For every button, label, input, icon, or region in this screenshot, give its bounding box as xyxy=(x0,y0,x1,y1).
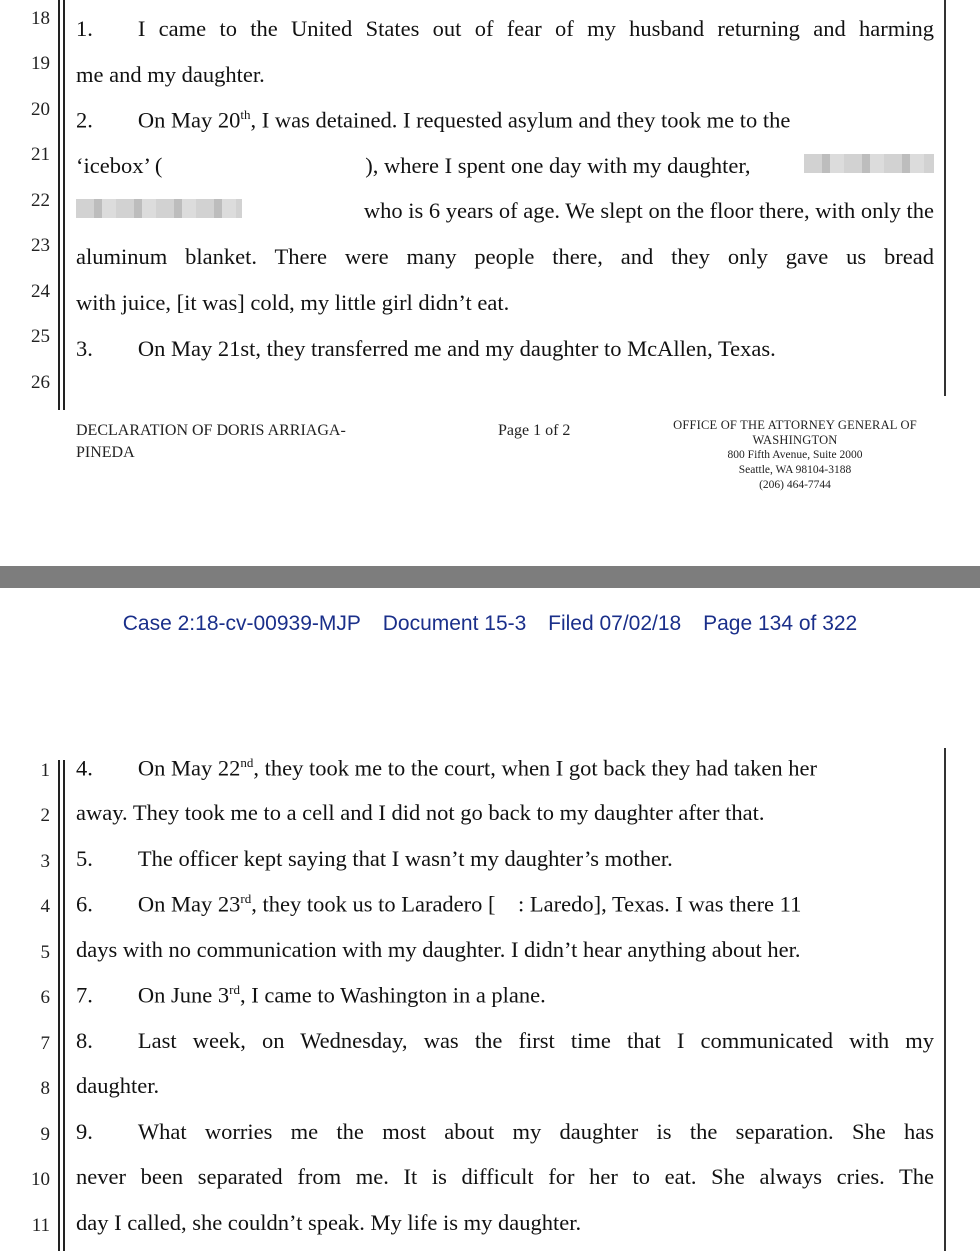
line-number: 3 xyxy=(40,851,50,872)
paragraph-5-line-1: 5. The officer kept saying that I wasn’t my daughter’s mother. xyxy=(76,846,673,871)
case-number: Case 2:18-cv-00939-MJP xyxy=(122,612,361,635)
footer-page-number: Page 1 of 2 xyxy=(498,422,571,439)
paragraph-9-line-2: never been separated from me. It is difficult for her to eat. She always cries. The xyxy=(76,1164,934,1189)
line-number: 11 xyxy=(31,1215,50,1236)
paragraph-6-line-1: 6. On May 23rd, they took us to Laradero [ : Laredo], Texas. I was there 11 xyxy=(76,891,802,917)
line-number: 7 xyxy=(40,1033,50,1054)
paragraph-1-line-2: me and my daughter. xyxy=(76,62,265,87)
line-number: 1 xyxy=(40,760,50,781)
paragraph-2-line-2: ‘icebox’ ( ), where I spent one day with my daughter, xyxy=(76,153,934,179)
line-number: 22 xyxy=(31,190,50,211)
paragraph-3-line-1: 3. On May 21st, they transferred me and my daughter to McAllen, Texas. xyxy=(76,336,776,361)
page-count: Page 134 of 322 xyxy=(703,612,858,635)
line-number: 2 xyxy=(40,805,50,826)
paragraph-9-line-1: 9. What worries me the most about my daughter is the separation. She has xyxy=(76,1119,934,1144)
line-number: 24 xyxy=(31,281,50,302)
line-number: 9 xyxy=(40,1124,50,1145)
line-number: 8 xyxy=(40,1078,50,1099)
document-number: Document 15-3 xyxy=(382,612,527,635)
line-number: 25 xyxy=(31,326,50,347)
paragraph-9-line-3: day I called, she couldn’t speak. My life is my daughter. xyxy=(76,1210,582,1235)
line-number: 21 xyxy=(31,144,50,165)
redaction-mark xyxy=(804,154,934,173)
page-divider xyxy=(0,566,980,588)
paragraph-2-line-5: with juice, [it was] cold, my little girl didn’t eat. xyxy=(76,290,510,315)
margin-rule-left-2 xyxy=(63,760,65,1251)
footer-title: DECLARATION OF DORIS ARRIAGA- PINEDA xyxy=(76,422,346,461)
paragraph-6-line-2: days with no communication with my daughter. I didn’t hear anything about her. xyxy=(76,937,801,962)
filed-date: Filed 07/02/18 xyxy=(548,612,682,635)
line-number: 5 xyxy=(40,942,50,963)
margin-rule-left-2 xyxy=(63,0,65,410)
line-number: 23 xyxy=(31,235,50,256)
paragraph-1-line-1: 1. I came to the United States out of fear of my husband returning and harming xyxy=(76,16,934,41)
line-number: 6 xyxy=(40,987,50,1008)
paragraph-7-line-1: 7. On June 3rd, I came to Washington in a plane. xyxy=(76,982,546,1008)
paragraph-8-line-1: 8. Last week, on Wednesday, was the first time that I communicated with my xyxy=(76,1028,934,1053)
redaction-mark xyxy=(76,199,242,218)
declaration-page-1 xyxy=(0,0,980,566)
paragraph-4-line-2: away. They took me to a cell and I did not go back to my daughter after that. xyxy=(76,800,765,825)
margin-rule-right xyxy=(944,748,946,1251)
footer-office-address: OFFICE OF THE ATTORNEY GENERAL OF WASHINGTON 800 Fifth Avenue, Suite 2000 Seattle, WA 98104-3188 (206) 464-7744 xyxy=(673,418,917,491)
line-number: 20 xyxy=(31,99,50,120)
line-number: 26 xyxy=(31,372,50,393)
declaration-page-2 xyxy=(0,700,980,1251)
margin-rule-right xyxy=(944,0,946,396)
paragraph-8-line-2: daughter. xyxy=(76,1073,160,1098)
margin-rule-left-1 xyxy=(58,0,60,410)
margin-rule-left-1 xyxy=(58,760,60,1251)
paragraph-2-line-3: who is 6 years of age. We slept on the floor there, with only the xyxy=(76,198,934,224)
line-number: 4 xyxy=(40,896,50,917)
paragraph-4-line-1: 4. On May 22nd, they took me to the court, when I got back they had taken her xyxy=(76,755,817,781)
line-number: 18 xyxy=(31,8,50,29)
case-header xyxy=(0,612,980,636)
paragraph-2-line-4: aluminum blanket. There were many people there, and they only gave us bread xyxy=(76,244,934,269)
paragraph-2-line-1: 2. On May 20th, I was detained. I requested asylum and they took me to the xyxy=(76,107,791,133)
line-number: 10 xyxy=(31,1169,50,1190)
line-number: 19 xyxy=(31,53,50,74)
